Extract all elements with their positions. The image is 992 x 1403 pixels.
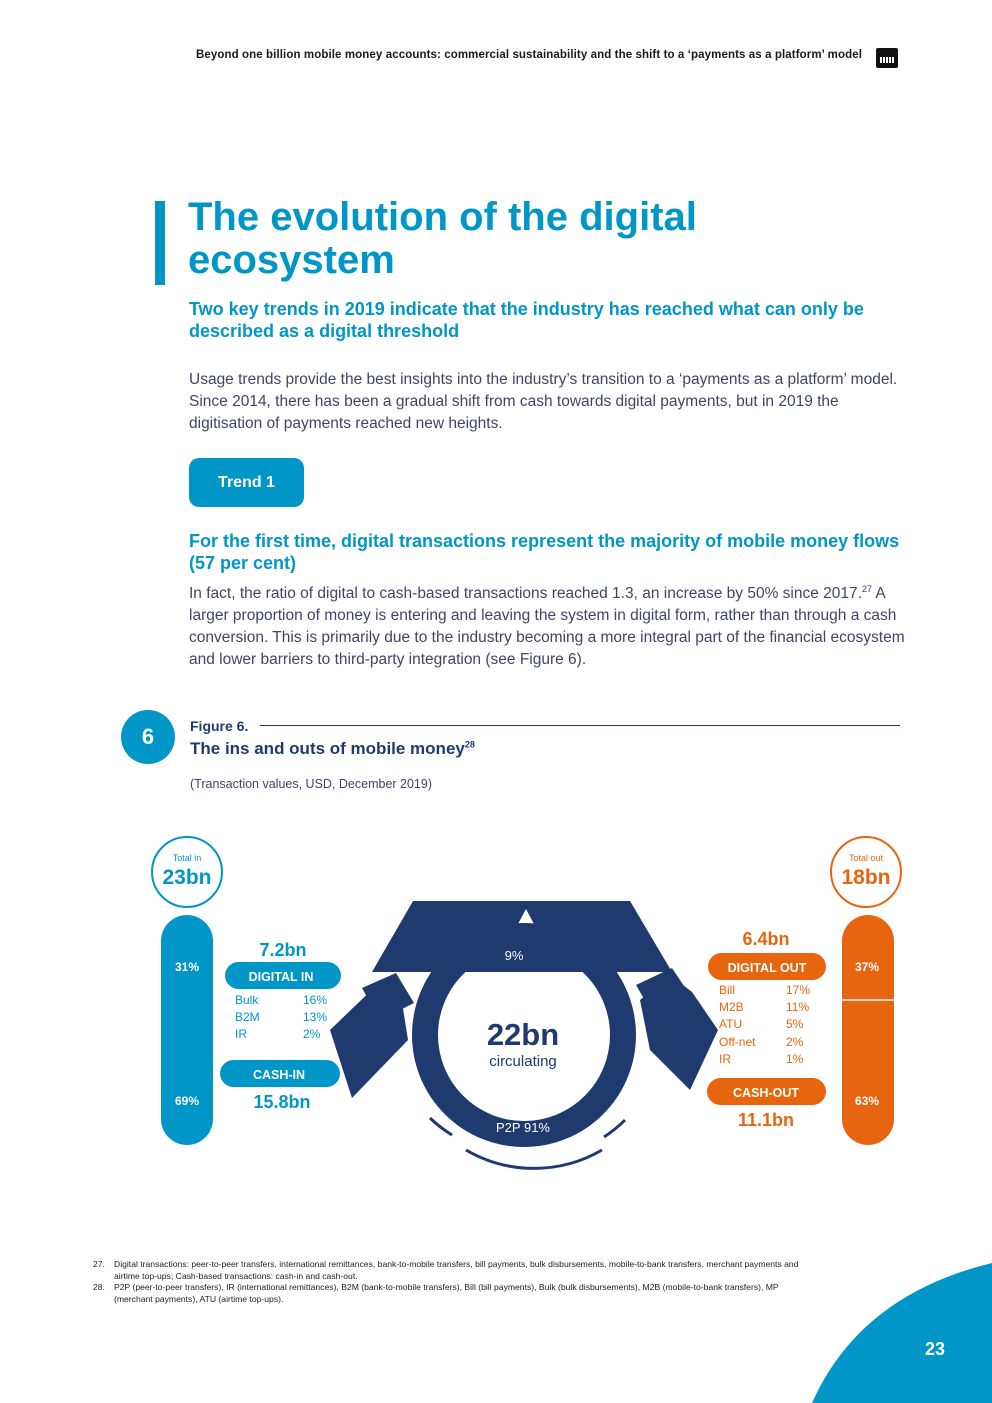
in-top-pct: 31% <box>174 960 200 974</box>
footnote-ref-28[interactable]: 28 <box>464 739 475 750</box>
title-accent-bar <box>155 201 165 285</box>
digital-in-row-pct: 16% <box>303 993 328 1007</box>
digital-out-row-pct: 5% <box>786 1017 804 1031</box>
footnote-ref-27[interactable]: 27 <box>861 583 872 594</box>
figure-subtitle: (Transaction values, USD, December 2019) <box>190 777 432 791</box>
total-out-label: Total out <box>848 853 884 863</box>
digital-in-row-name: Bulk <box>235 993 259 1007</box>
page-title: The evolution of the digital ecosystem <box>188 195 697 282</box>
digital-in-row-pct: 13% <box>303 1010 328 1024</box>
digital-out-row-pct: 1% <box>786 1052 804 1066</box>
running-header: Beyond one billion mobile money accounts: commercial sustainability and the shift to a ‘payments as a platform’ model <box>195 49 862 61</box>
center-value: 22bn <box>486 1017 560 1052</box>
total-in-bar <box>161 915 213 1145</box>
mobile-money-flow-diagram <box>0 820 992 1180</box>
footnote-text: Digital transactions: peer-to-peer transfers, international remittances, bank-to-mobile transfers, bill payments, bulk disbursements, mobile-to-bank transfers, merchant payments and airtime top-ups; Cash-based transactions: cash-in and cash-out. <box>114 1259 799 1281</box>
out-bottom-pct: 63% <box>854 1094 880 1108</box>
digital-out-row-pct: 17% <box>786 983 811 997</box>
circulation-arrow-small <box>430 1118 452 1135</box>
digital-in-row-pct: 2% <box>303 1027 321 1041</box>
digital-in-label: DIGITAL IN <box>248 970 314 984</box>
footnote-27 <box>93 1259 813 1282</box>
cash-out-value: 11.1bn <box>737 1110 795 1130</box>
center-label: circulating <box>489 1053 557 1070</box>
trend-paragraph <box>189 583 909 671</box>
page-corner-decoration <box>800 1255 992 1403</box>
digital-out-row-name: M2B <box>719 1000 744 1014</box>
figure-divider <box>260 725 900 726</box>
footnote-28 <box>93 1282 813 1305</box>
p2p-pct: P2P 91% <box>496 1120 550 1135</box>
total-out-value: 18bn <box>841 866 891 889</box>
figure-label: Figure 6. <box>190 718 249 734</box>
figure-title <box>190 739 475 759</box>
digital-in-row-name: IR <box>235 1027 247 1041</box>
footnotes <box>93 1259 813 1305</box>
total-out-bar <box>842 915 894 1145</box>
circulation-arrow <box>466 1150 602 1168</box>
trend-body-part-2: A larger proportion of money is entering and leaving the system in digital form, rather than through a cash conversion. This is primarily due to the industry becoming a more integral part of the financial ecosystem and lower barriers to third-party integration (see Figure 6). <box>189 585 905 668</box>
digital-out-row-name: IR <box>719 1052 731 1066</box>
total-in-label: Total in <box>172 853 202 863</box>
out-top-pct: 37% <box>854 960 880 974</box>
figure-title-text: The ins and outs of mobile money <box>190 739 465 758</box>
cash-out-label: CASH-OUT <box>733 1086 799 1100</box>
digital-in-row-name: B2M <box>235 1010 260 1024</box>
section-subtitle: Two key trends in 2019 indicate that the industry has reached what can only be described as a digital threshold <box>189 299 864 341</box>
circulation-arrow-small <box>604 1120 625 1137</box>
digital-in-value: 7.2bn <box>259 940 307 960</box>
corner-shape <box>812 1263 992 1403</box>
in-bottom-pct: 69% <box>174 1094 200 1108</box>
trend-badge: Trend 1 <box>189 458 304 507</box>
digital-out-row-name: Off-net <box>719 1035 756 1049</box>
intro-paragraph: Usage trends provide the best insights into the industry’s transition to a ‘payments as a platform’ model. Since 2014, there has been a gradual shift from cash towards digital payments, but in 2019 the digitisation of payments reached new heights. <box>189 371 898 432</box>
footnote-text: P2P (peer-to-peer transfers), IR (international remittances), B2M (bank-to-mobile transfers), Bill (bill payments), Bulk (bulk disbursements), M2B (mobile-to-bank transfers), MP (merchant payments), ATU (airtime top-ups). <box>114 1282 779 1304</box>
footnote-number: 27. <box>93 1259 105 1269</box>
digital-out-label: DIGITAL OUT <box>727 961 807 975</box>
top-flow-pct: 9% <box>504 948 524 963</box>
footnote-number: 28. <box>93 1282 105 1292</box>
trend-body-part-1: In fact, the ratio of digital to cash-based transactions reached 1.3, an increase by 50% since 2017. <box>189 585 862 602</box>
digital-out-value: 6.4bn <box>742 929 790 949</box>
digital-out-row-pct: 11% <box>786 1000 810 1014</box>
page-number: 23 <box>925 1339 946 1359</box>
digital-out-row-pct: 2% <box>786 1035 804 1049</box>
cash-in-label: CASH-IN <box>252 1068 306 1082</box>
total-in-value: 23bn <box>162 866 212 889</box>
cash-in-value: 15.8bn <box>253 1092 311 1112</box>
digital-out-row-name: Bill <box>719 983 736 997</box>
digital-out-row-name: ATU <box>719 1017 743 1031</box>
report-logo-icon <box>876 48 898 68</box>
figure-number-badge: 6 <box>121 710 175 764</box>
trend-heading: For the first time, digital transactions represent the majority of mobile money flows (57 per cent) <box>189 531 900 573</box>
